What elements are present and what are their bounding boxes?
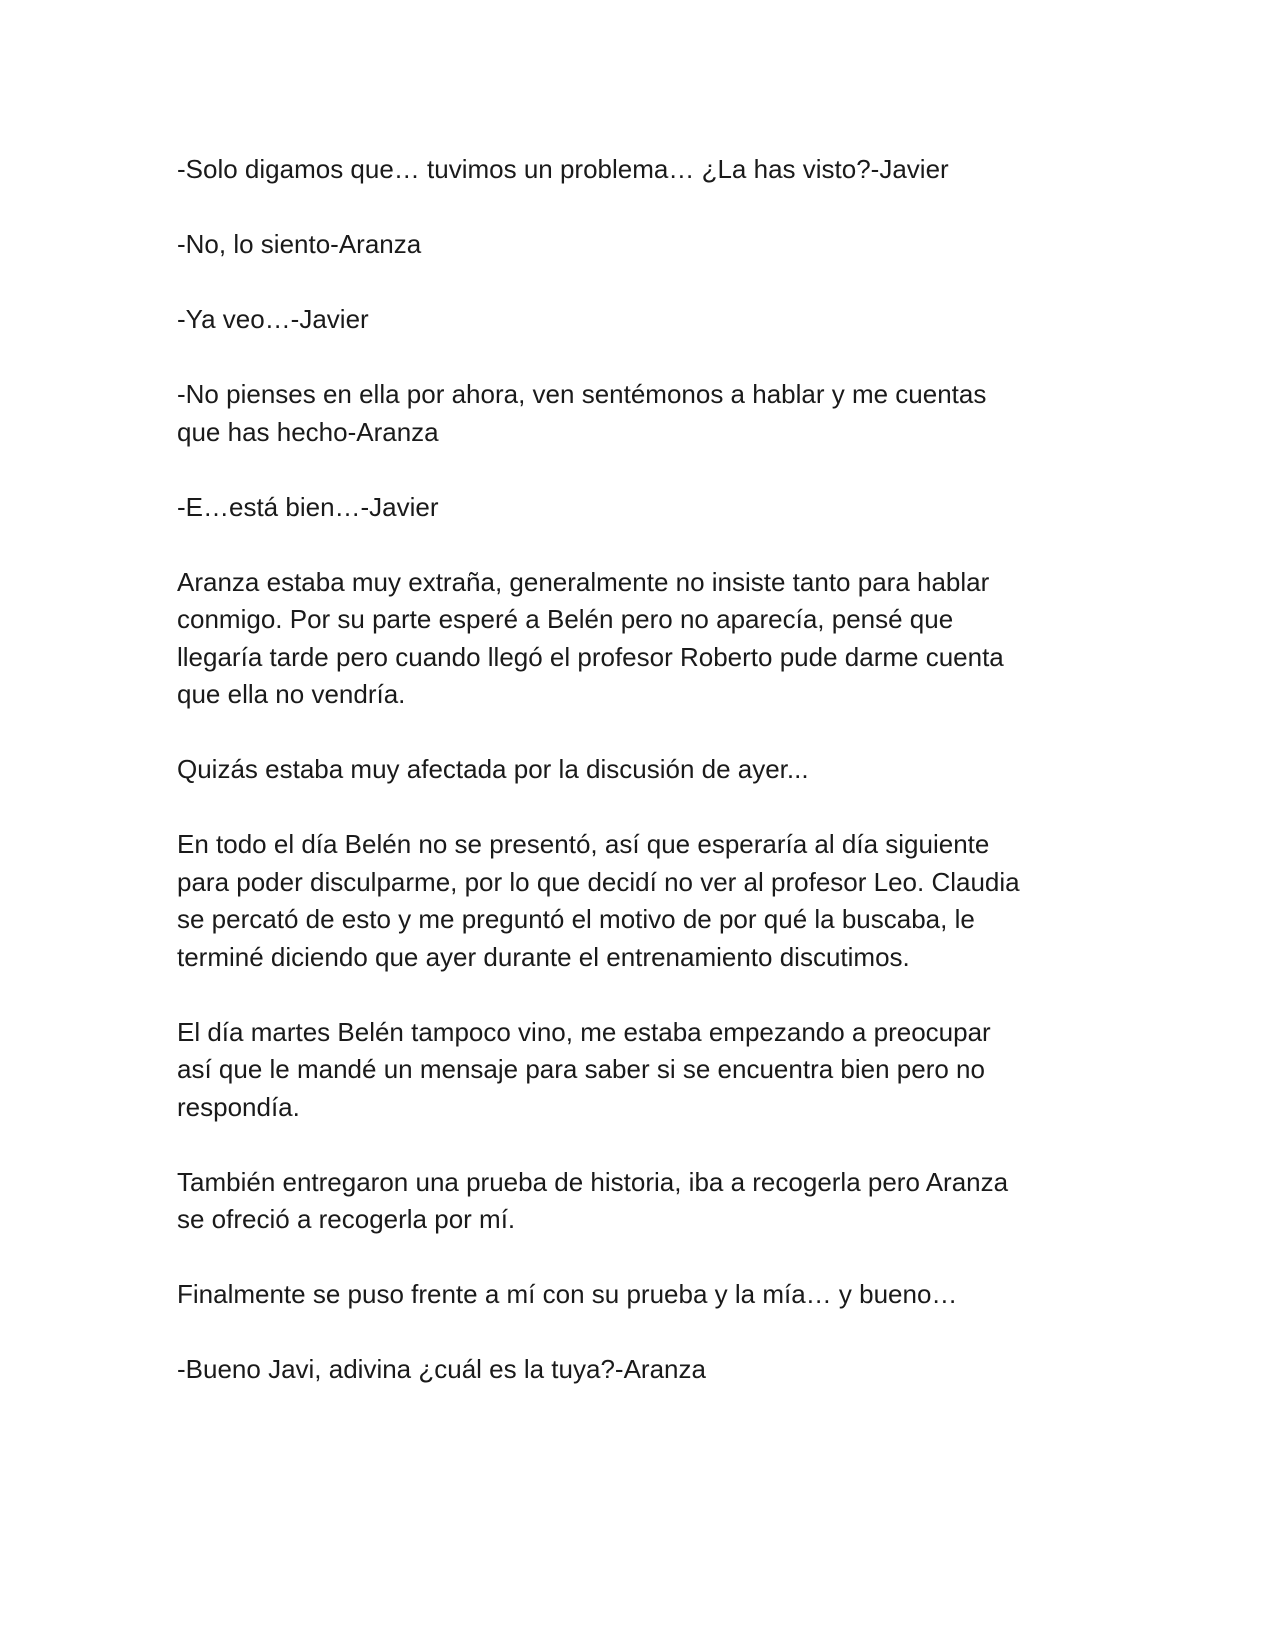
dialogue-line: -Ya veo…-Javier — [177, 304, 369, 334]
narrative-paragraph: En todo el día Belén no se presentó, así que esperaría al día siguiente para poder disculparme, por lo que decidí no ver al profesor Leo. Claudia se percató de esto y me preguntó el motivo de por qué la buscaba, le terminé diciendo que ayer durante el entrenamiento discutimos. — [177, 829, 1020, 972]
dialogue-line: -No, lo siento-Aranza — [177, 229, 422, 259]
dialogue-line: -Bueno Javi, adivina ¿cuál es la tuya?-Aranza — [177, 1354, 706, 1384]
dialogue-line: -E…está bien…-Javier — [177, 491, 439, 522]
narrative-paragraph: También entregaron una prueba de historia, iba a recogerla pero Aranza se ofreció a recogerla por mí. — [177, 1166, 1009, 1234]
dialogue-line: -No pienses en ella por ahora, ven sentémonos a hablar y me cuentas que has hecho-Aranza — [177, 379, 987, 447]
narrative-paragraph: Aranza estaba muy extraña, generalmente no insiste tanto para hablar conmigo. Por su parte esperé a Belén pero no aparecía, pensé que llegaría tarde pero cuando llegó el profesor Roberto pude darme cuenta que ella no vendría. — [177, 566, 1004, 709]
document-body — [177, 151, 1097, 1426]
narrative-paragraph: Finalmente se puso frente a mí con su prueba y la mía… y bueno… — [177, 1279, 958, 1309]
narrative-paragraph: Quizás estaba muy afectada por la discusión de ayer... — [177, 754, 809, 784]
dialogue-line: -Solo digamos que… tuvimos un problema… ¿La has visto?-Javier — [177, 154, 949, 184]
narrative-paragraph: El día martes Belén tampoco vino, me estaba empezando a preocupar así que le mandé un mensaje para saber si se encuentra bien pero no respondía. — [177, 1016, 991, 1122]
